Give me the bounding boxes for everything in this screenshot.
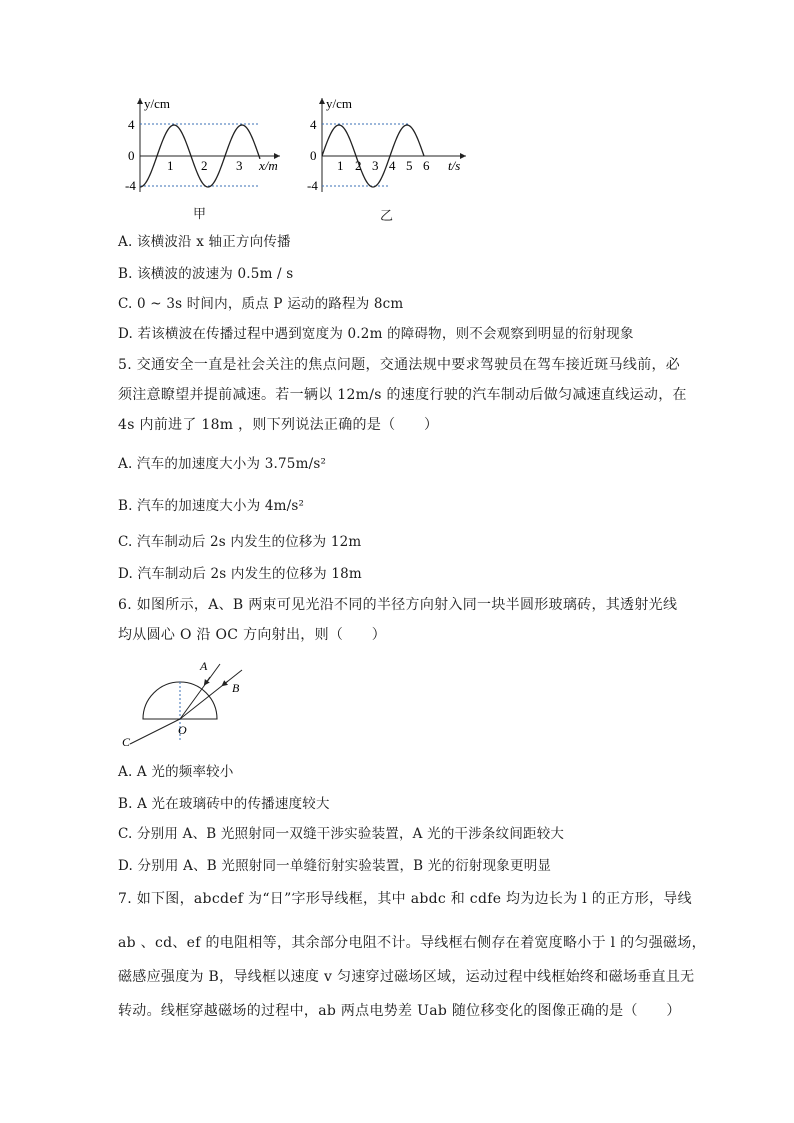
q5-stem-line-3: 4s 内前进了 18m ，则下列说法正确的是（ ） [118, 417, 439, 433]
label-o: O [178, 723, 187, 737]
caption-yi: 乙 [380, 209, 394, 224]
x-tick-2: 2 [201, 158, 208, 173]
q7-stem-line-1: 7. 如下图，abcdef 为“日”字形导线框，其中 abdc 和 cdfe 均为边长为 l 的正方形，导线 [118, 891, 692, 907]
t-tick-4: 4 [389, 158, 396, 173]
q4-option-a: A. 该横波沿 x 轴正方向传播 [118, 234, 291, 250]
q6-stem-line-2: 均从圆心 O 沿 OC 方向射出，则（ ） [118, 627, 387, 643]
q5-option-b: B. 汽车的加速度大小为 4m/s² [118, 498, 305, 514]
q5-option-c: C. 汽车制动后 2s 内发生的位移为 12m [118, 534, 362, 550]
t-axis-label: t/s [448, 158, 461, 173]
semicircle-glass-diagram [112, 654, 262, 754]
x-axis-label: x/m [259, 158, 278, 173]
label-c: C [122, 735, 131, 749]
q5-option-a: A. 汽车的加速度大小为 3.75m/s² [118, 456, 327, 472]
label-a: A [200, 659, 208, 673]
ray-b-arrow [223, 681, 228, 685]
q6-stem-line-1: 6. 如图所示，A、B 两束可见光沿不同的半径方向射入同一块半圆形玻璃砖，其透射光线 [118, 597, 678, 613]
x-tick-3: 3 [236, 158, 243, 173]
y-tick-0: 0 [310, 148, 317, 163]
y-tick-4: 4 [128, 117, 135, 132]
q7-stem-line-4: 转动。线框穿越磁场的过程中，ab 两点电势差 Uab 随位移变化的图像正确的是（ ） [118, 1003, 681, 1019]
x-tick-1: 1 [167, 158, 174, 173]
wave-graph-x [125, 94, 298, 222]
t-tick-6: 6 [423, 158, 430, 173]
t-tick-2: 2 [355, 158, 362, 173]
y-axis-label: y/cm [144, 96, 170, 111]
label-b: B [232, 681, 240, 695]
q4-option-b: B. 该横波的波速为 0.5m / s [118, 266, 294, 282]
q5-stem-line-2: 须注意瞭望并提前减速。若一辆以 12m/s 的速度行驶的汽车制动后做匀减速直线运动，在 [118, 387, 687, 403]
q6-option-c: C. 分别用 A、B 光照射同一双缝干涉实验装置，A 光的干涉条纹间距较大 [118, 826, 565, 842]
y-tick-4: 4 [310, 117, 317, 132]
q6-option-d: D. 分别用 A、B 光照射同一单缝衍射实验装置，B 光的衍射现象更明显 [118, 858, 552, 874]
q4-option-c: C. 0 ~ 3s 时间内，质点 P 运动的路程为 8cm [118, 296, 404, 312]
q4-option-d: D. 若该横波在传播过程中遇到宽度为 0.2m 的障碍物，则不会观察到明显的衍射现象 [118, 326, 634, 342]
y-tick-neg4: -4 [125, 178, 136, 193]
ray-c [130, 719, 180, 744]
q6-option-b: B. A 光在玻璃砖中的传播速度较大 [118, 796, 330, 812]
wave-graph-t [308, 94, 478, 222]
t-tick-5: 5 [406, 158, 413, 173]
q5-stem-line-1: 5. 交通安全一直是社会关注的焦点问题，交通法规中要求驾驶员在驾车接近斑马线前，必 [118, 357, 681, 373]
t-tick-3: 3 [372, 158, 379, 173]
ray-a-arrow [205, 677, 210, 684]
caption-jia: 甲 [193, 207, 207, 222]
y-axis-label: y/cm [326, 96, 352, 111]
y-tick-0: 0 [128, 148, 135, 163]
q6-option-a: A. A 光的频率较小 [118, 764, 234, 780]
q7-stem-line-3: 磁感应强度为 B，导线框以速度 v 匀速穿过磁场区域，运动过程中线框始终和磁场垂直且无 [118, 969, 695, 985]
y-tick-neg4: -4 [307, 178, 318, 193]
t-tick-1: 1 [337, 158, 344, 173]
q7-stem-line-2: ab 、cd、ef 的电阻相等，其余部分电阻不计。导线框右侧存在着宽度略小于 l 的匀强磁场， [118, 935, 706, 951]
q5-option-d: D. 汽车制动后 2s 内发生的位移为 18m [118, 566, 362, 582]
